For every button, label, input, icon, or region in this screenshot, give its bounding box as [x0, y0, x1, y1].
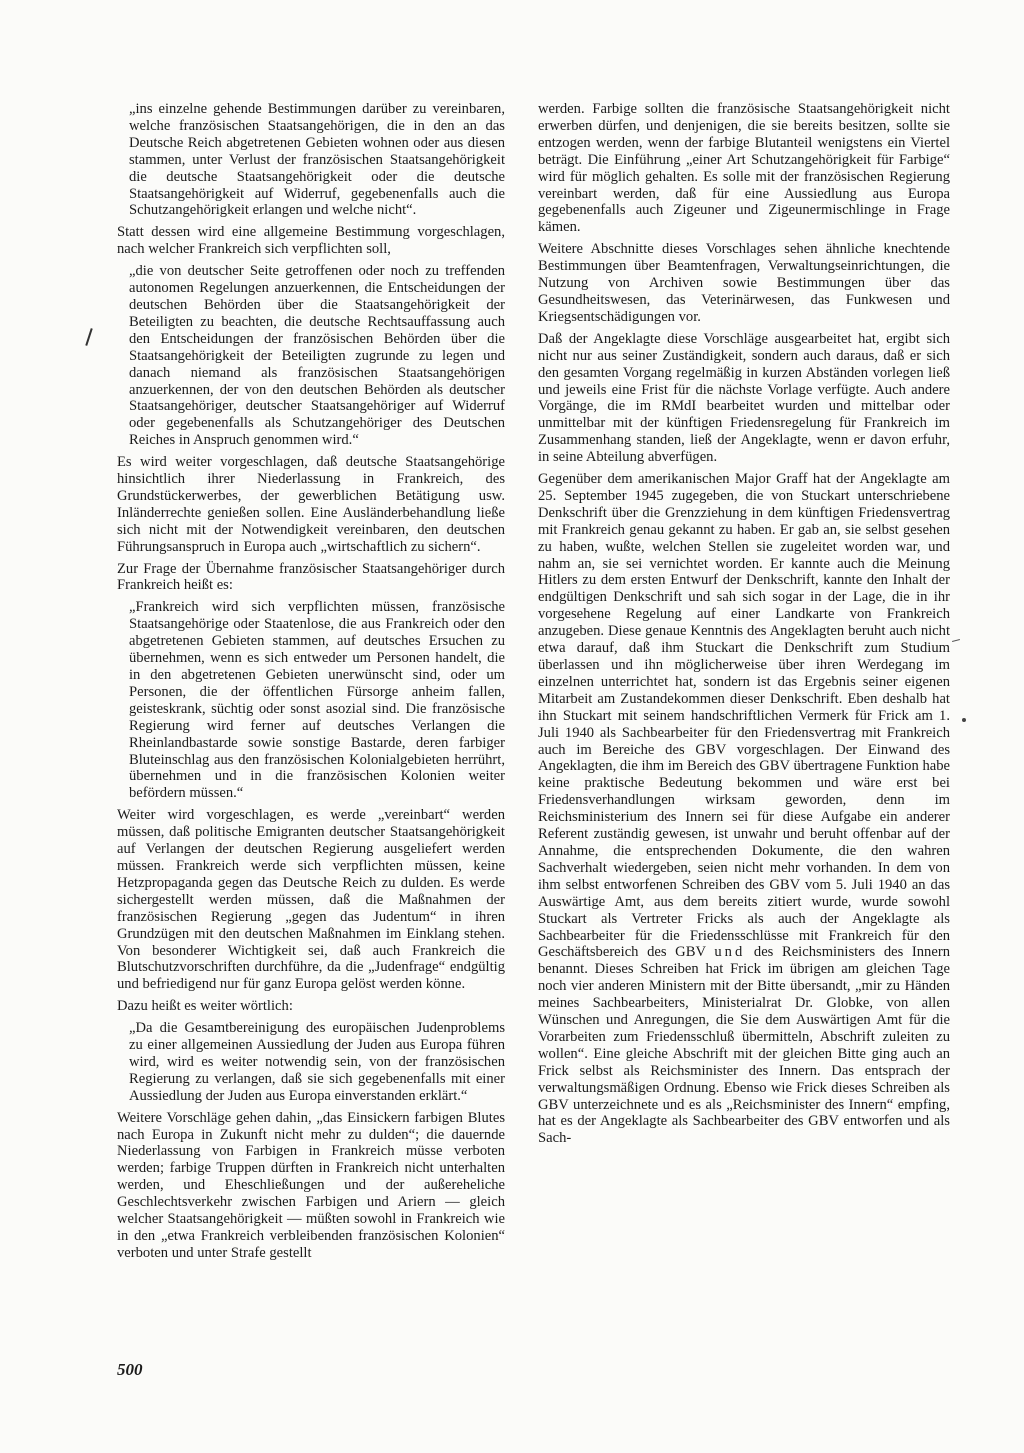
paragraph: Statt dessen wird eine allgemeine Bestimmung vorgeschlagen, nach welcher Frankreich sich verpflichten soll, — [117, 224, 505, 258]
paragraph: Daß der Angeklagte diese Vorschläge ausgearbeitet hat, ergibt sich nicht nur aus seiner Zuständigkeit, sondern auch daraus, daß er sich den gesamten Vorgang regelmäßig in kurzen Abständen vorlegen ließ und jeweils eine Frist für die nächste Vorlage verfügte. Auch andere Vorgänge, die im RMdI bearbeitet wurden und mittelbar oder unmittelbar mit der künftigen Friedensregelung für Frankreich im Zusammenhang standen, ließ der Angeklagte, wenn er davon erfuhr, in seine Abteilung abverfügen. — [538, 330, 950, 466]
paragraph: Weitere Abschnitte dieses Vorschlages sehen ähnliche knechtende Bestimmungen über Beamtenfragen, Verwaltungseinrichtungen, die Nutzung von Archiven sowie Bestimmungen über das Gesundheitswesen, das Veterinärwesen, das Funkwesen und Kriegsentschädigungen vor. — [538, 241, 950, 325]
paragraph: „die von deutscher Seite getroffenen oder noch zu treffenden autonomen Regelungen anzuerkennen, die Entscheidungen der deutschen Behörden über die Staatsangehörigkeit der Beteiligten zu beachten, die deutsche Rechtsauffassung auch den Entscheidungen der französischen Behörden über die Staatsangehörigkeit der Beteiligten zugrunde zu legen und danach niemand als französischen Staatsangehörigen anzuerkennen, der von den deutschen Behörden als deutscher Staatsangehöriger, deutscher Staatsangehöriger auf Widerruf oder gegebenenfalls als Schutzangehöriger des Deutschen Reiches in Anspruch genommen wird.“ — [129, 263, 505, 449]
paragraph: „Da die Gesamtbereinigung des europäischen Judenproblems zu einer allgemeinen Aussiedlung der Juden aus Europa führen wird, wird es weiter notwendig sein, von der französischen Regierung zu verlangen, daß sie sich gegebenenfalls mit einer Aussiedlung der Juden aus Europa einverstanden erklärt.“ — [129, 1020, 505, 1104]
paragraph: „ins einzelne gehende Bestimmungen darüber zu vereinbaren, welche französischen Staatsangehörigen, die in den an das Deutsche Reich abgetretenen Gebieten wohnen oder aus diesen stammen, unter Verlust der französischen Staatsangehörigkeit die deutsche Staatsangehörigkeit oder die deutsche Staatsangehörigkeit auf Widerruf, gegebenenfalls auch die Schutzangehörigkeit erlangen und welche nicht“. — [129, 101, 505, 219]
page-number: 500 — [117, 1360, 143, 1379]
paragraph: werden. Farbige sollten die französische Staatsangehörigkeit nicht erwerben dürfen, und denjenigen, die sie bereits besitzen, sollte sie entzogen werden, wenn der farbige Blutanteil wenigstens ein Viertel beträgt. Die Einführung „einer Art Schutzangehörigkeit für Farbige“ wird für möglich gehalten. Es solle mit der französischen Regierung vereinbart werden, daß für eine Aussiedlung aus Europa gegebenenfalls auch Zigeuner und Zigeunermischlinge in Frage kämen. — [538, 101, 950, 236]
margin-pencil-mark — [85, 328, 92, 346]
paragraph: Weitere Vorschläge gehen dahin, „das Einsickern farbigen Blutes nach Europa in Zukunft nicht mehr zu dulden“; die dauernde Niederlassung von Farbigen in Frankreich müsse verboten werden; farbige Truppen dürften in Frankreich nicht unterhalten werden, und Eheschließungen und der außereheliche Geschlechtsverkehr zwischen Farbigen und Ariern — gleich welcher Staatsangehörigkeit — müßten sowohl in Frankreich wie in den „etwa Frankreich verbleibenden französischen Kolonien“ verboten und unter Strafe gestellt — [117, 1109, 505, 1261]
left-column — [117, 101, 505, 1262]
paragraph: „Frankreich wird sich verpflichten müssen, französische Staatsangehörige oder Staatenlose, die aus Frankreich oder den abgetretenen Gebieten stammen, auf deutsches Ersuchen zu übernehmen, wenn es sich entweder um Personen handelt, die in den abgetretenen Gebieten unerwünscht sind, oder um Personen, die der öffentlichen Fürsorge anheim fallen, geisteskrank, süchtig oder sonst asozial sind. Die französische Regierung wird ferner auf deutsches Verlangen die Rheinlandbastarde sowie sonstige Bastarde, deren farbiger Bluteinschlag aus den französischen Kolonialgebieten herrührt, übernehmen und in die französischen Kolonien weiter befördern müssen.“ — [129, 599, 505, 802]
emphasized-word: und — [714, 944, 746, 961]
paragraph-text: Gegenüber dem amerikanischen Major Graff hat der Angeklagte am 25. September 1945 zugegeben, die von Stuckart unterschriebene Denkschrift über die Grenzziehung in dem künftigen Friedensvertrag mit Frankreich genau gekannt zu haben. Er gab an, sie selbst gesehen zu haben, wußte, welchen Stellen sie zugeleitet worden war, und nahm an, sie sei vernichtet worden. Er kannte auch die Meinung Hitlers zu dem ersten Entwurf der Denkschrift, kannte den Inhalt der endgültigen Denkschrift und sah sich sogar in der Lage, die in ihr vorgesehene Regelung auf einer Landkarte von Frankreich anzugeben. Diese genaue Kenntnis des Angeklagten beruht auch nicht etwa darauf, daß ihm Stuckart die Denkschrift zum Studium überlassen und ihn möglicherweise über ihren Werdegang im einzelnen unterrichtet hat, sondern ist das Ergebnis seiner eigenen Mitarbeit am Zustandekommen dieser Denkschrift. Eben deshalb hat ihn Stuckart mit seinem handschriftlichen Vermerk für Frick am 1. Juli 1940 als Sachbearbeiter für den Friedensvertrag mit Frankreich auch im Bereiche des GBV vorgeschlagen. Der Einwand des Angeklagten, die ihm im Bereich des GBV übertragene Funktion habe keine praktische Bedeutung bekommen und wäre erst bei Friedensverhandlungen wirksam geworden, denn im Reichsministerium des Innern sei für diese Aufgabe ein anderer Referent zuständig gewesen, ist unwahr und beruht offenbar auf der Annahme, die entsprechenden Dokumente, die den wahren Sachverhalt wiedergeben, seien nicht mehr vorhanden. In dem von ihm selbst entworfenen Schreiben des GBV vom 5. Juli 1940 an das Auswärtige Amt, aus dem bereits zitiert wurde, wurde sowohl Stuckart als Vertreter Fricks als auch der Angeklagte als Sachbearbeiter für die Friedensschlüsse mit Frankreich für den Geschäftsbereich des GBV — [538, 471, 950, 961]
paragraph: Es wird weiter vorgeschlagen, daß deutsche Staatsangehörige hinsichtlich ihrer Niederlassung in Frankreich, des Grundstückerwerbes, der gewerblichen Betätigung usw. Inländerrechte genießen sollen. Eine Ausländerbehandlung ließe sich nicht mit der Notwendigkeit vereinbaren, den deutschen Führungsanspruch in Europa auch „wirtschaftlich zu sichern“. — [117, 454, 505, 555]
paragraph: Dazu heißt es weiter wörtlich: — [117, 998, 293, 1015]
right-column — [538, 101, 950, 1147]
paragraph-text: des Reichsministers des Innern benannt. Dieses Schreiben hat Frick im übrigen am gleichen Tage noch vier anderen Ministern mit der Bitte übersandt, „mir zu Händen meines Sachbearbeiters, Ministerialrat Dr. Globke, von allen Wünschen und Anregungen, die Sie dem Auswärtigen Amt für die Vorarbeiten zum Friedensschluß übermitteln, Abschrift zuleiten zu wollen“. Eine gleiche Abschrift mit der gleichen Bitte ging auch an Frick selbst als Reichsminister des Innern. Das entsprach der verwaltungsmäßigen Ordnung. Ebenso wie Frick dieses Schreiben als GBV unterzeichnete und es als „Reichsminister des Innern“ empfing, hat es der Angeklagte als Sachbearbeiter des GBV entworfen und als Sach- — [538, 944, 950, 1147]
paragraph — [538, 471, 950, 1147]
margin-dot-mark — [962, 718, 966, 722]
paragraph: Weiter wird vorgeschlagen, es werde „vereinbart“ werden müssen, daß politische Emigranten deutscher Staatsangehörigkeit auf Verlangen der deutschen Regierung ausgeliefert werden müssen. Frankreich werde sich verpflichten müssen, keine Hetzpropaganda gegen das Deutsche Reich zu dulden. Es werde sichergestellt werden müssen, daß die Maßnahmen der französischen Regierung „gegen das Judentum“ in ihren Grundzügen mit den deutschen Maßnahmen im Einklang stehen. Von besonderer Wichtigkeit sei, daß auch Frankreich die Blutschutzvorschriften durchführe, da die „Judenfrage“ endgültig und befriedigend nur für ganz Europa gelöst werden könne. — [117, 807, 505, 993]
paragraph: Zur Frage der Übernahme französischer Staatsangehöriger durch Frankreich heißt es: — [117, 560, 505, 594]
margin-tick-mark — [952, 639, 960, 642]
